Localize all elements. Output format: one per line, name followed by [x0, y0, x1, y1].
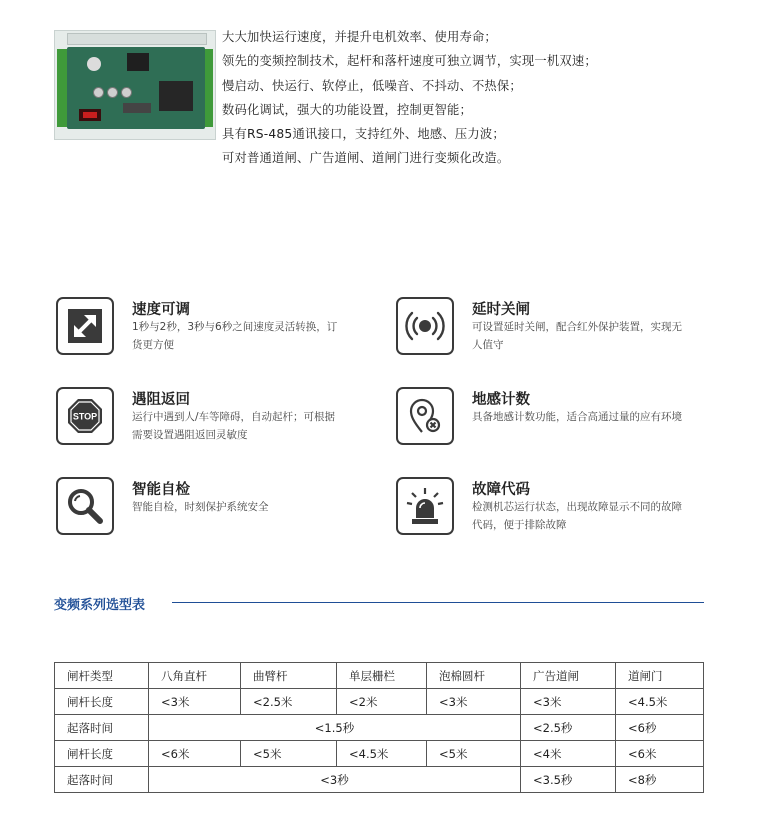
table-cell: <3米	[427, 689, 521, 715]
section-divider	[172, 602, 704, 603]
table-cell: 单层栅栏	[337, 663, 427, 689]
table-cell: 闸杆长度	[55, 741, 149, 767]
feature-obstacle-return	[56, 387, 356, 447]
section-title: 变频系列选型表	[54, 598, 146, 613]
magnifier-icon	[56, 477, 114, 535]
intro-line: 慢启动、快运行、软停止，低噪音、不抖动、不热保；	[222, 78, 522, 93]
feature-self-check	[56, 477, 356, 537]
model-selection-table	[54, 662, 704, 793]
table-cell: <3.5秒	[521, 767, 616, 793]
table-cell: <8秒	[616, 767, 704, 793]
table-cell: 曲臂杆	[241, 663, 337, 689]
intro-line: 领先的变频控制技术，起杆和落杆速度可独立调节，实现一机双速；	[222, 54, 597, 69]
table-cell: <4.5米	[337, 741, 427, 767]
table-row	[55, 715, 704, 741]
table-cell: <3米	[521, 689, 616, 715]
table-cell: 闸杆长度	[55, 689, 149, 715]
table-cell: <4米	[521, 741, 616, 767]
table-cell: <3秒	[149, 767, 521, 793]
table-row	[55, 767, 704, 793]
intro-line: 大大加快运行速度，并提升电机效率、使用寿命；	[222, 30, 497, 44]
table-row	[55, 663, 704, 689]
signal-waves-icon	[396, 297, 454, 355]
table-cell: 泡棉圆杆	[427, 663, 521, 689]
feature-title: 速度可调	[132, 302, 190, 318]
intro-line: 具有RS-485通讯接口，支持红外、地感、压力波；	[222, 127, 505, 142]
intro-list	[222, 25, 597, 171]
table-cell: <5米	[241, 741, 337, 767]
intro-line: 可对普通道闸、广告道闸、道闸门进行变频化改造。	[222, 151, 510, 166]
feature-desc: 1秒与2秒，3秒与6秒之间速度灵活转换，订货更方便	[132, 321, 338, 351]
table-cell: <2.5米	[241, 689, 337, 715]
table-cell: <6米	[149, 741, 241, 767]
controller-board-image	[54, 30, 216, 140]
feature-fault-code	[396, 477, 696, 537]
feature-desc: 可设置延时关闸，配合红外保护装置，实现无人值守	[472, 321, 682, 351]
stop-sign-icon	[56, 387, 114, 445]
table-cell: <4.5米	[616, 689, 704, 715]
table-cell: <2米	[337, 689, 427, 715]
table-cell: 起落时间	[55, 767, 149, 793]
table-cell: 起落时间	[55, 715, 149, 741]
table-cell: 八角直杆	[149, 663, 241, 689]
feature-title: 遇阻返回	[132, 392, 190, 408]
table-cell: 道闸门	[616, 663, 704, 689]
feature-title: 地感计数	[472, 392, 530, 408]
feature-loop-count	[396, 387, 696, 447]
feature-speed-adjust	[56, 297, 356, 357]
table-cell: <3米	[149, 689, 241, 715]
table-cell: <2.5秒	[521, 715, 616, 741]
feature-desc: 运行中遇到人/车等障碍，自动起杆；可根据需要设置遇阻返回灵敏度	[132, 411, 336, 441]
feature-title: 延时关闸	[472, 302, 530, 318]
intro-line: 数码化调试，强大的功能设置，控制更智能；	[222, 102, 472, 117]
table-cell: <6米	[616, 741, 704, 767]
table-row	[55, 689, 704, 715]
feature-title: 智能自检	[132, 482, 190, 498]
location-pin-icon	[396, 387, 454, 445]
table-cell: 广告道闸	[521, 663, 616, 689]
table-cell: <6秒	[616, 715, 704, 741]
resize-arrows-icon	[56, 297, 114, 355]
stop-sign-text: STOP	[72, 411, 98, 422]
table-cell: <1.5秒	[149, 715, 521, 741]
alarm-light-icon	[396, 477, 454, 535]
feature-delay-close	[396, 297, 696, 357]
table-cell: <5米	[427, 741, 521, 767]
feature-desc: 智能自检，时刻保护系统安全	[132, 501, 269, 513]
table-row	[55, 741, 704, 767]
feature-title: 故障代码	[472, 482, 530, 498]
feature-desc: 检测机芯运行状态，出现故障显示不同的故障代码，便于排除故障	[472, 501, 682, 531]
feature-desc: 具备地感计数功能，适合高通过量的应有环境	[472, 411, 682, 423]
table-cell: 闸杆类型	[55, 663, 149, 689]
